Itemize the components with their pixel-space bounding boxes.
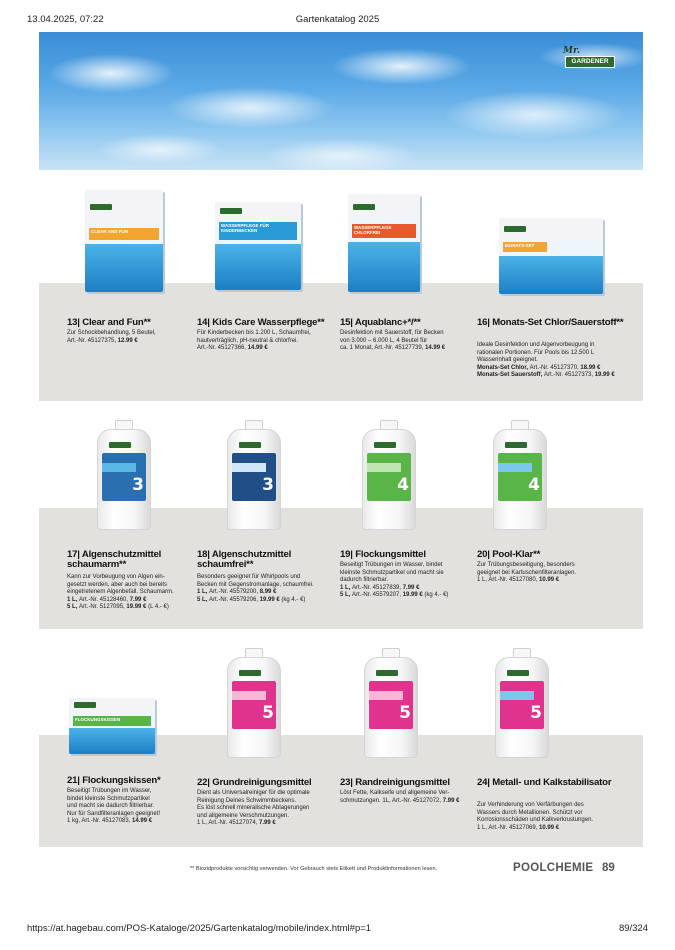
product-description: Desinfektion mit Sauerstoff, für Becken von 3.000 – 6.000 L, 4 Beutel für ca. 1 Monat, Art.-Nr. 45127739, 14.99 € (340, 330, 446, 352)
product-description: Beseitigt Trübungen im Wasser, bindet kleinste Schmutzpartikel und macht sie dadurch filtrierbar. Nur für Sandfilteranlagen geeignet! 1 kg, Art.-Nr. 45127083, 14.99 € (67, 788, 161, 825)
product-price: 18.99 € (580, 364, 601, 371)
product-description: Löst Fette, Kalkseife und allgemeine Ver- schmutzungen. 1L, Art.-Nr. 45127072, 7.99 € (340, 790, 460, 804)
product-title: 16| Monats-Set Chlor/Sauerstoff** (477, 317, 624, 328)
biocide-footnote: ** Biozidprodukte vorsichtig verwenden. Vor Gebrauch stets Etikett und Produktinformationen lesen. (190, 866, 438, 872)
product-price: 14.99 € (132, 818, 153, 825)
print-page-count: 89/324 (618, 923, 648, 934)
product-price: 19.99 € (259, 596, 280, 603)
product-description: Ideale Desinfektion und Algenvorbeugung in rationalen Portionen. Für Pools bis 12.500 L Wasserinhalt geeignet. Monats-Set Chlor, Art.-Nr. 45127370, 18.99 € Monats-Set Sauerstoff, Art.-Nr. 45127373, 19.99 € (477, 342, 615, 379)
product-price: 7.99 € (442, 797, 460, 804)
print-date: 13.04.2025, 07:22 (27, 14, 104, 25)
product-price: 7.99 € (402, 584, 420, 591)
product-title: 23| Randreinigungsmittel (340, 777, 450, 788)
product-price: 12.99 € (117, 337, 138, 344)
edge-cleaner-bottle: 5 (364, 648, 418, 758)
algae-bottle-foamfree: 3 (227, 420, 281, 530)
product-price: 19.99 € (402, 592, 423, 599)
page-number: 89 (602, 862, 615, 874)
product-title: 21| Flockungskissen* (67, 775, 161, 786)
product-description: Dient als Universalreiniger für die optimale Reinigung Deines Schwimmbeckens. Es löst schnell mineralische Ablagerungen und allgemeine Verschmutzungen. 1 L, Art.-Nr. 45127074, 7.99 € (197, 790, 310, 827)
product-price: 19.99 € (126, 604, 147, 611)
product-title: 14| Kids Care Wasserpflege** (197, 317, 325, 328)
product-price: 14.99 € (247, 345, 268, 352)
product-price: 8.99 € (259, 589, 277, 596)
product-title: 17| Algenschutzmittel schaumarm** (67, 549, 162, 571)
kids-care-box: WASSERPFLEGE FÜR KINDERBECKEN (215, 202, 301, 290)
print-footer (27, 923, 648, 935)
product-title: 19| Flockungsmittel (340, 549, 426, 560)
print-url: https://at.hagebau.com/POS-Kataloge/2025/Gartenkatalog/mobile/index.html#p=1 (27, 923, 372, 934)
brand-logo (563, 46, 615, 70)
metal-stabilizer-bottle: 5 (495, 648, 549, 758)
product-description: Zur Verhinderung von Verfärbungen des Wassers durch Metallionen. Schützt vor Korrosionsschäden und Kalkverkrustungen. 1 L, Art.-Nr. 45127069, 10.99 € (477, 802, 594, 831)
product-title: 18| Algenschutzmittel schaumfrei** (197, 549, 292, 571)
product-title: 24| Metall- und Kalkstabilisator (477, 777, 612, 788)
product-price: 10.99 € (539, 577, 560, 584)
product-price: 7.99 € (129, 596, 147, 603)
product-title: 20| Pool-Klar** (477, 549, 541, 560)
product-description: Zur Trübungsbeseitigung, besonders geeignet bei Kartuschenfilteranlagen. 1 L, Art.-Nr. 45127080, 10.99 € (477, 562, 577, 584)
product-title: 15| Aquablanc+*/** (340, 317, 421, 328)
flocculant-bottle: 4 (362, 420, 416, 530)
product-description: Kann zur Vorbeugung von Algen ein- gesetzt werden, aber auch bei bereits eingetretenem Algenbefall. Schaumarm. 1 L, Art.-Nr. 45128460, 7.99 € 5 L, Art.-Nr. 5127095, 19.99 € (L 4.- €) (67, 574, 174, 611)
brand-script: Mr. (563, 46, 581, 56)
product-price: 7.99 € (259, 820, 276, 827)
product-title: 13| Clear and Fun** (67, 317, 151, 328)
algae-bottle-foamless: 3 (97, 420, 151, 530)
flocculant-pad-box: FLOCKUNGSKISSEN (69, 698, 155, 754)
base-cleaner-bottle: 5 (227, 648, 281, 758)
product-description: Zur Schockbehandlung, 5 Beutel, Art.-Nr. 45127375, 12.99 € (67, 330, 156, 344)
print-header (27, 14, 648, 28)
pool-klar-bottle: 4 (493, 420, 547, 530)
product-price: 19.99 € (594, 372, 615, 379)
print-title: Gartenkatalog 2025 (295, 14, 380, 25)
monats-set-box: MONATS-SET (499, 218, 603, 294)
product-title: 22| Grundreinigungsmittel (197, 777, 312, 788)
hero-water-banner (39, 32, 643, 170)
product-description: Für Kinderbecken bis 1.200 L, Schaumfrei, hautverträglich, pH-neutral & chlorfrei. Art.-Nr. 45127366, 14.99 € (197, 330, 311, 352)
product-description: Besonders geeignet für Whirlpools und Becken mit Gegenstromanlage, schaumfrei. 1 L, Art.-Nr. 45579200, 8.99 € 5 L, Art.-Nr. 45579206, 19.99 € (kg 4.- €) (197, 574, 314, 603)
product-price: 14.99 € (425, 345, 446, 352)
clear-and-fun-box: CLEAR AND FUN (85, 190, 163, 292)
brand-name: GARDENER (571, 58, 609, 65)
product-price: 10.99 € (539, 824, 560, 831)
aquablanc-box: WASSERPFLEGE CHLORFREI (348, 194, 420, 292)
product-description: Beseitigt Trübungen im Wasser, bindet kleinste Schmutzpartikel und macht sie dadurch filtrierbar. 1 L, Art.-Nr. 45127839, 7.99 € 5 L, Art.-Nr. 45579207, 19.99 € (kg 4.- €) (340, 562, 449, 599)
section-label: POOLCHEMIE (513, 862, 594, 874)
